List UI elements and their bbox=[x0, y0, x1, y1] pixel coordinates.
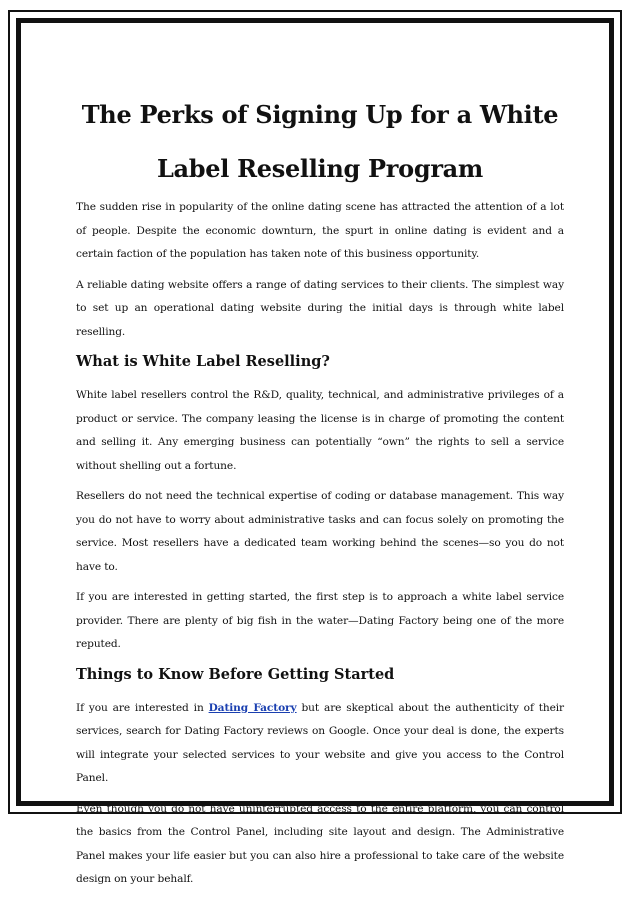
document-title bbox=[76, 88, 564, 196]
intro-paragraph: The sudden rise in popularity of the online dating scene has attracted the attention of a lot of people. Despite the economic downturn, the spurt in online dating is evident and a certain faction of the population has taken note of this business opportunity. bbox=[76, 201, 564, 260]
resellers-expertise-paragraph: Resellers do not need the technical expertise of coding or database management. This way you do not have to worry about administrative tasks and can focus solely on promoting the service. Most resellers have a dedicated team working behind the scenes—so you do not have to. bbox=[76, 490, 564, 573]
dating-factory-link[interactable]: Dating Factory bbox=[208, 701, 297, 714]
control-panel-paragraph: Even though you do not have uninterrupted access to the entire platform, you can control the basics from the Control Panel, including site layout and design. The Administrative Panel makes your life easier but you can also hire a professional to take care of the website design on your behalf. bbox=[76, 802, 564, 885]
getting-started-paragraph: If you are interested in getting started, the first step is to approach a white label service provider. There are plenty of big fish in the water—Dating Factory being one of the more reputed. bbox=[76, 591, 564, 650]
dating-factory-paragraph bbox=[76, 697, 564, 791]
title-line-1: The Perks of Signing Up for a White bbox=[81, 100, 559, 129]
dating-website-paragraph: A reliable dating website offers a range of dating services to their clients. The simplest way to set up an operational dating website during the initial days is through white label reselling. bbox=[76, 278, 564, 338]
document-body bbox=[76, 88, 564, 899]
section-heading-things-to-know: Things to Know Before Getting Started bbox=[76, 665, 395, 683]
paragraph-text-before-link: If you are interested in bbox=[76, 701, 209, 714]
section-heading-what-is: What is White Label Reselling? bbox=[76, 353, 330, 370]
title-line-2: Label Reselling Program bbox=[156, 154, 484, 183]
paragraph-text-after-link: but are skeptical about the authenticity of their services, search for Dating Factory reviews on Google. Once your deal is done, the experts will integrate your selected services to your website and give you access to the Control Panel. bbox=[76, 701, 564, 784]
resellers-control-paragraph: White label resellers control the R&D, quality, technical, and administrative privileges of a product or service. The company leasing the license is in charge of promoting the content and selling it. Any emerging business can potentially “own” the rights to sell a service without shelling out a fortune. bbox=[76, 389, 564, 472]
